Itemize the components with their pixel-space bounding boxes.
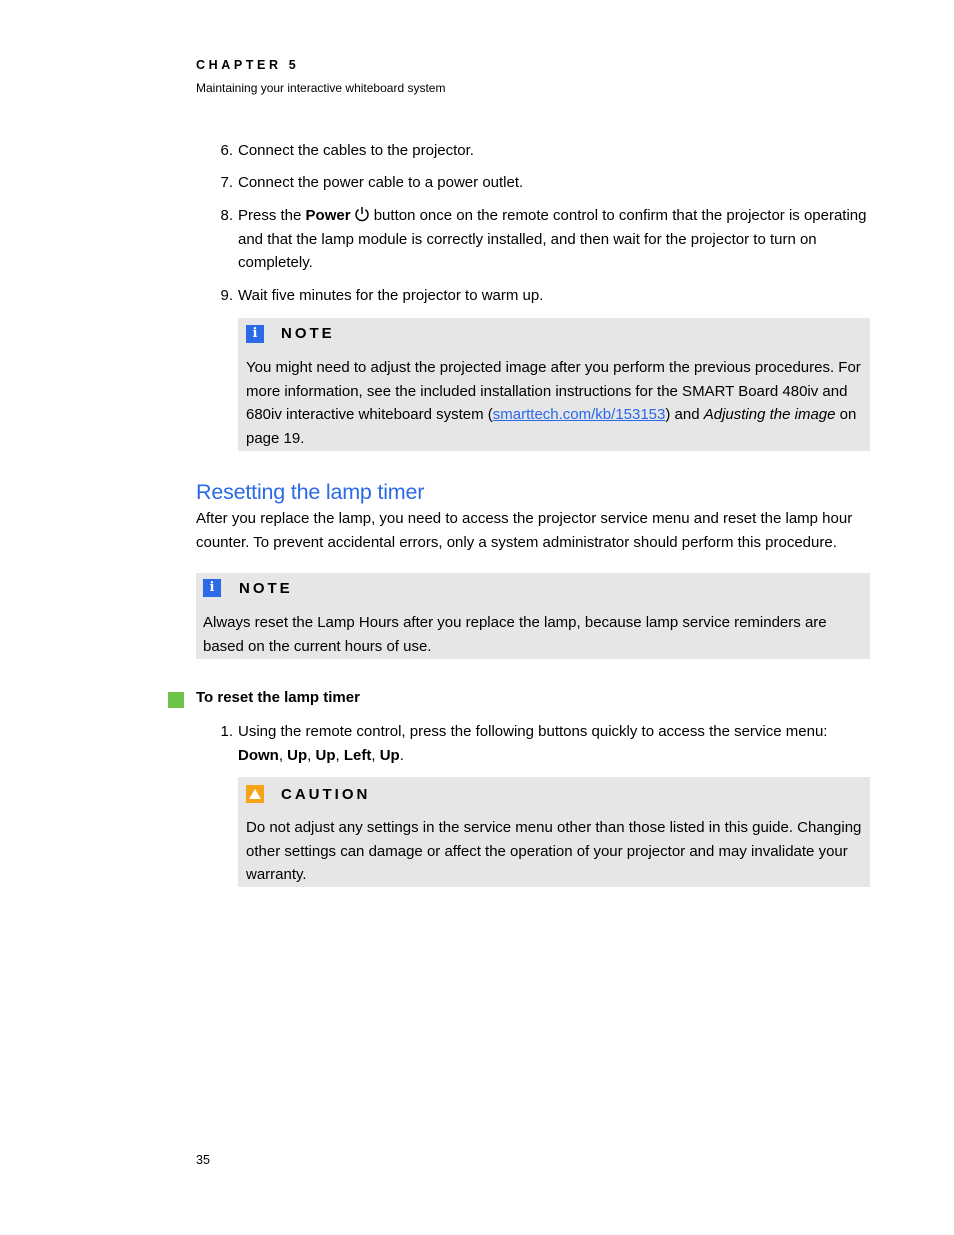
- caution-body: Do not adjust any settings in the service menu other than those listed in this guide. Changing other settings can damage or affect the operation of your projector and may invalidate your warranty.: [246, 819, 862, 883]
- step-text: Wait five minutes for the projector to warm up.: [238, 287, 544, 304]
- separator: ,: [335, 746, 344, 764]
- list-item: [220, 139, 870, 163]
- step-text: Using the remote control, press the following buttons quickly to access the service menu:: [238, 723, 828, 740]
- caution-box: [238, 777, 870, 887]
- step-number: 7.: [220, 174, 233, 191]
- section-heading: Resetting the lamp timer: [196, 480, 425, 504]
- note-italic-ref: Adjusting the image: [703, 406, 836, 423]
- button-name: Left: [343, 746, 372, 764]
- list-item: [220, 171, 870, 195]
- list-item: [220, 720, 870, 767]
- button-name: Up: [315, 746, 336, 764]
- terminator: .: [399, 746, 404, 764]
- note-text: ) and: [665, 406, 704, 423]
- button-name: Up: [287, 746, 308, 764]
- button-name: Down: [238, 746, 279, 764]
- step-number: 6.: [220, 142, 233, 159]
- list-item: [220, 204, 870, 275]
- note-box: [196, 573, 870, 659]
- button-name: Up: [379, 746, 400, 764]
- step-text: Connect the cables to the projector.: [238, 142, 474, 159]
- note-heading: NOTE: [281, 325, 335, 342]
- separator: ,: [307, 746, 316, 764]
- power-icon: [354, 206, 370, 222]
- step-text-post: button once on the remote control to confirm that the projector is operating and that the lamp module is correctly installed, and then wait for the projector to turn on completely.: [238, 207, 867, 271]
- section-intro: After you replace the lamp, you need to access the projector service menu and reset the lamp hour counter. To prevent accidental errors, only a system administrator should perform this procedure.: [196, 510, 853, 551]
- note-heading: NOTE: [239, 580, 293, 597]
- note-text: on page 19.: [246, 406, 857, 447]
- step-number: 8.: [220, 207, 233, 224]
- note-body: [246, 356, 866, 450]
- caution-icon: [246, 785, 264, 803]
- chapter-label: CHAPTER 5: [196, 58, 300, 72]
- caution-heading: CAUTION: [281, 786, 371, 803]
- chapter-title: Maintaining your interactive whiteboard system: [196, 81, 446, 95]
- info-icon: i: [203, 579, 221, 597]
- step-text-pre: Press the: [238, 207, 306, 224]
- separator: ,: [278, 746, 288, 764]
- kb-link[interactable]: smarttech.com/kb/153153: [492, 406, 666, 423]
- procedure-marker: [168, 692, 184, 708]
- step-number: 9.: [220, 287, 233, 304]
- note-body: Always reset the Lamp Hours after you replace the lamp, because lamp service reminders are based on the current hours of use.: [203, 614, 827, 655]
- separator: ,: [371, 746, 380, 764]
- procedure-title: To reset the lamp timer: [196, 689, 360, 706]
- page-number: 35: [196, 1153, 210, 1167]
- note-text: You might need to adjust the projected image after you perform the previous procedures. For more information, see the included installation instructions for the SMART Board 480iv and 680iv interactive whiteboard system (: [246, 359, 861, 423]
- note-box: [238, 318, 870, 451]
- info-icon: i: [246, 325, 264, 343]
- list-item: [220, 284, 870, 308]
- power-label: Power: [305, 207, 351, 224]
- step-text: Connect the power cable to a power outlet.: [238, 174, 524, 191]
- button-sequence: [238, 747, 404, 764]
- step-number: 1.: [220, 723, 233, 740]
